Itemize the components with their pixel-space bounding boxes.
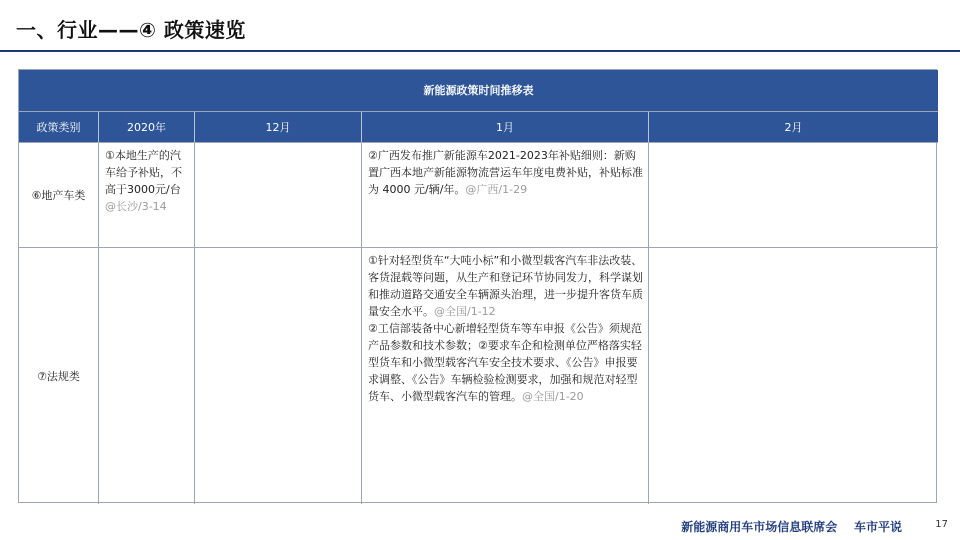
row2-feb-cell <box>649 248 938 504</box>
policy-timeline-table <box>18 69 937 503</box>
page-title: 一、行业——④ 政策速览 <box>16 18 246 42</box>
row2-jan-item2-meta: @全国/1-20 <box>522 390 584 403</box>
row1-2020-meta: @长沙/3-14 <box>105 200 167 213</box>
header-dec: 12月 <box>195 112 362 143</box>
row1-dec-cell <box>195 143 362 248</box>
header-category: 政策类别 <box>19 112 99 143</box>
category-regulation: ⑦法规类 <box>19 248 99 504</box>
row1-2020-cell <box>99 143 195 248</box>
row2-jan-item2-text: ②工信部装备中心新增轻型货车等车申报《公告》须规范产品参数和技术参数；②要求车企和检测单位严格落实轻型货车和小微型载客汽车安全技术要求、《公告》申报要求调整、《公告》车辆检验检测要求，加强和规范对轻型货车、小微型载客汽车的管理。 <box>368 322 642 403</box>
row2-jan-item1-meta: @全国/1-12 <box>434 305 496 318</box>
header-feb: 2月 <box>649 112 938 143</box>
title-divider <box>0 50 960 52</box>
row1-jan-text: ②广西发布推广新能源车2021-2023年补贴细则：新购置广西本地产新能源物流营运车年度电费补贴，补贴标准为 4000 元/辆/年。 <box>368 149 643 196</box>
row2-jan-cell <box>362 248 649 504</box>
row2-dec-cell <box>195 248 362 504</box>
row1-jan-cell <box>362 143 649 248</box>
footer-org: 新能源商用车市场信息联席会 车市平说 <box>681 520 902 534</box>
table-title: 新能源政策时间推移表 <box>19 70 938 112</box>
header-2020: 2020年 <box>99 112 195 143</box>
page-number: 17 <box>935 519 948 530</box>
row1-feb-cell <box>649 143 938 248</box>
row1-2020-text: ①本地生产的汽车给予补贴，不高于3000元/台 <box>105 149 182 196</box>
category-local-vehicle: ⑥地产车类 <box>19 143 99 248</box>
header-jan: 1月 <box>362 112 649 143</box>
row2-jan-item1-text: ①针对轻型货车“大吨小标”和小微型载客汽车非法改装、客货混载等问题，从生产和登记环节协同发力，科学谋划和推动道路交通安全车辆源头治理，进一步提升客货车质量安全水平。 <box>368 254 643 318</box>
row2-2020-cell <box>99 248 195 504</box>
row1-jan-meta: @广西/1-29 <box>465 183 528 196</box>
